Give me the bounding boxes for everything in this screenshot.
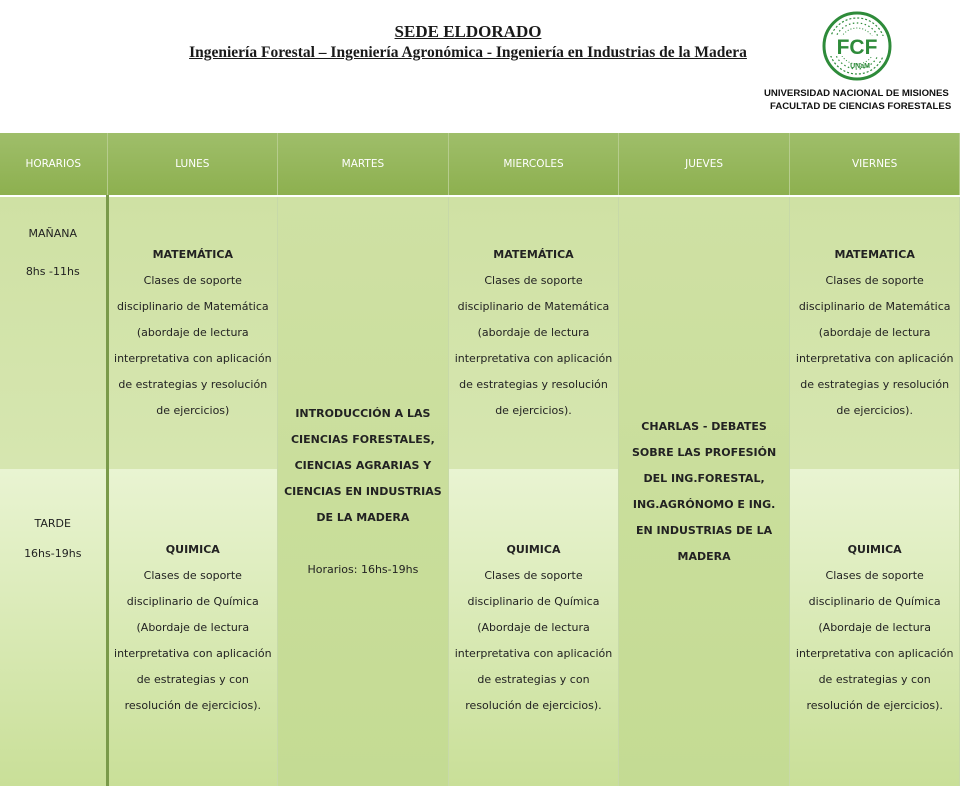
- col-header-martes: MARTES: [278, 133, 449, 196]
- university-logo: [752, 10, 960, 128]
- page-header: [0, 0, 960, 133]
- cell-lunes-morning: [107, 196, 278, 469]
- cell-jueves-merged: [619, 196, 790, 786]
- afternoon-label: TARDE: [34, 517, 71, 530]
- martes-subject: INTRODUCCIÓN A LAS CIENCIAS FORESTALES, CIENCIAS AGRARIAS Y CIENCIAS EN INDUSTRIAS DE LA MADERA: [284, 406, 442, 524]
- miercoles-afternoon-desc: Clases de soporte disciplinario de Química (Abordaje de lectura interpretativa con aplicación de estrategias y con resolución de ejercicios).: [454, 568, 613, 712]
- afternoon-hours-cell: [0, 469, 107, 786]
- table-row-afternoon: [0, 469, 960, 786]
- viernes-morning-subject: MATEMATICA: [834, 248, 915, 261]
- martes-time: Horarios: 16hs-19hs: [307, 562, 419, 576]
- lunes-morning-desc: Clases de soporte disciplinario de Matemática (abordaje de lectura interpretativa con aplicación de estrategias y resolución de ejercicios): [114, 274, 272, 417]
- viernes-morning-desc: Clases de soporte disciplinario de Matemática (abordaje de lectura interpretativa con aplicación de estrategias y resolución de ejercicios).: [795, 274, 954, 417]
- table-row-morning: [0, 196, 960, 469]
- cell-miercoles-afternoon: [448, 469, 619, 786]
- page-subtitle: Ingeniería Forestal – Ingeniería Agronómica - Ingeniería en Industrias de la Madera: [189, 44, 747, 61]
- page-title: SEDE ELDORADO: [394, 22, 542, 41]
- viernes-afternoon-subject: QUIMICA: [847, 542, 902, 556]
- col-header-jueves: JUEVES: [619, 133, 790, 196]
- morning-label: MAÑANA: [28, 227, 78, 240]
- logo-faculty-name: FACULTAD DE CIENCIAS FORESTALES: [770, 100, 952, 112]
- jueves-subject: CHARLAS - DEBATES SOBRE LAS PROFESIÓN DEL ING.FORESTAL, ING.AGRÓNOMO E ING. EN INDUSTRIAS DE LA MADERA: [631, 419, 777, 563]
- header-row: [0, 133, 960, 196]
- fcf-seal-icon: [822, 10, 892, 86]
- col-header-horarios: HORARIOS: [0, 133, 107, 196]
- lunes-morning-subject: MATEMÁTICA: [152, 248, 233, 261]
- morning-hours-cell: [0, 196, 107, 469]
- miercoles-morning-subject: MATEMÁTICA: [493, 248, 574, 261]
- cell-viernes-afternoon: [789, 469, 960, 786]
- viernes-afternoon-desc: Clases de soporte disciplinario de Química (Abordaje de lectura interpretativa con aplicación de estrategias y con resolución de ejercicios).: [795, 568, 954, 712]
- col-header-viernes: VIERNES: [789, 133, 960, 196]
- afternoon-hours: 16hs-19hs: [24, 547, 82, 560]
- cell-lunes-afternoon: [107, 469, 278, 786]
- miercoles-afternoon-subject: QUIMICA: [506, 542, 561, 556]
- schedule-table: [0, 133, 960, 786]
- col-header-lunes: LUNES: [107, 133, 278, 196]
- lunes-afternoon-desc: Clases de soporte disciplinario de Química (Abordaje de lectura interpretativa con aplicación de estrategias y con resolución de ejercicios).: [114, 568, 272, 712]
- logo-sub: UNaM: [850, 63, 870, 70]
- lunes-afternoon-subject: QUIMICA: [165, 542, 220, 556]
- logo-university-name: UNIVERSIDAD NACIONAL DE MISIONES: [764, 88, 949, 99]
- cell-viernes-morning: [789, 196, 960, 469]
- logo-acronym: FCF: [836, 36, 878, 59]
- cell-martes-merged: [278, 196, 449, 786]
- miercoles-morning-desc: Clases de soporte disciplinario de Matemática (abordaje de lectura interpretativa con aplicación de estrategias y resolución de ejercicios).: [454, 274, 613, 417]
- morning-hours: 8hs -11hs: [25, 265, 80, 278]
- col-header-miercoles: MIERCOLES: [448, 133, 619, 196]
- cell-miercoles-morning: [448, 196, 619, 469]
